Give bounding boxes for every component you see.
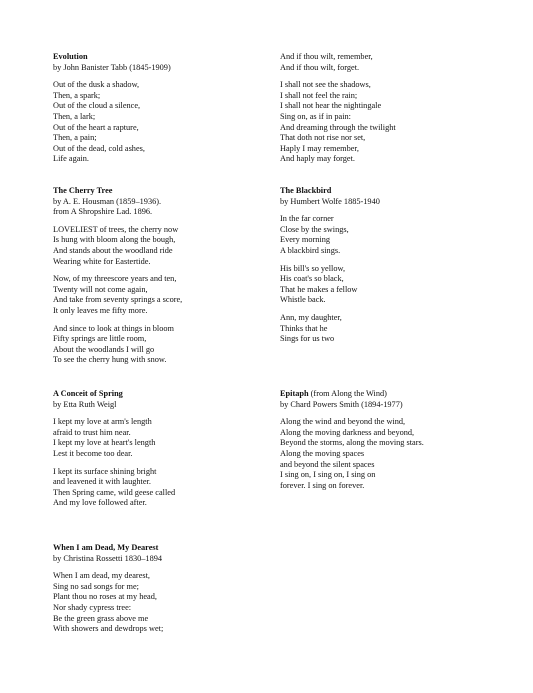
verse-line: And take from seventy springs a score,: [53, 295, 183, 305]
poem-title-text: Epitaph: [280, 389, 309, 398]
stanza-gap: [280, 73, 520, 80]
verse-line: LOVELIEST of trees, the cherry now: [53, 224, 179, 234]
poem-blackbird: [280, 186, 520, 345]
stanza-gap: [53, 564, 293, 571]
verse-line: And if thou wilt, remember,: [280, 52, 373, 61]
stanza: [53, 225, 293, 267]
stanza: [280, 80, 520, 165]
verse-line: Out of the dead, cold ashes,: [53, 143, 145, 153]
verse-line: To see the cherry hung with snow.: [53, 355, 167, 365]
poem-cherry-tree: [53, 186, 293, 366]
verse-line: And dreaming through the twilight: [280, 122, 396, 132]
poem-title-suffix: (from Along the Wind): [308, 389, 387, 398]
poem-title-text: When I am Dead, My Dearest: [53, 543, 159, 552]
verse-line: and beyond the silent spaces: [280, 459, 375, 469]
poem-when-i-am-dead: [53, 543, 293, 635]
verse-line: That he makes a fellow: [280, 284, 358, 294]
verse-line: Then, a pain;: [53, 133, 97, 143]
stanza-gap: [53, 267, 293, 274]
poem-evolution: [53, 52, 293, 165]
verse-line: Haply I may remember,: [280, 143, 359, 153]
stanza: [53, 467, 293, 509]
verse-line: Out of the cloud a silence,: [53, 101, 141, 111]
poem-title-text: The Cherry Tree: [53, 186, 113, 195]
poem-title-text: A Conceit of Spring: [53, 389, 123, 398]
verse-line: Then, a spark;: [53, 90, 101, 100]
verse-line: His coat's so black,: [280, 274, 344, 284]
poem-title: [53, 52, 293, 63]
poem-epitaph: [280, 389, 520, 491]
verse-line: About the woodlands I will go: [53, 344, 155, 354]
verse-line: Sings for us two: [280, 334, 335, 344]
verse-line: Now, of my threescore years and ten,: [53, 274, 177, 284]
verse-line: With showers and dewdrops wet;: [53, 624, 164, 634]
stanza: [53, 274, 293, 316]
verse-line: Nor shady cypress tree:: [53, 602, 132, 612]
stanza-gap: [53, 218, 293, 225]
stanza-gap: [280, 257, 520, 264]
poem-source: from A Shropshire Lad. 1896.: [53, 207, 153, 217]
verse-line: Be the green grass above me: [53, 613, 149, 623]
verse-line: Wearing white for Eastertide.: [53, 256, 151, 266]
stanza-gap: [53, 460, 293, 467]
stanza: [53, 324, 293, 366]
verse-line: And my love followed after.: [53, 498, 147, 508]
verse-line: Life again.: [53, 154, 89, 164]
poem-title: [280, 389, 520, 400]
verse-line: His bill's so yellow,: [280, 263, 346, 273]
verse-line: Along the wind and beyond the wind,: [280, 417, 406, 427]
stanza: [280, 417, 520, 491]
stanza: [53, 80, 293, 165]
verse-line: I shall not feel the rain;: [280, 90, 358, 100]
verse-line: I kept my love at arm's length: [53, 417, 152, 427]
verse-line: And since to look at things in bloom: [53, 323, 174, 333]
verse-line: Close by the swings,: [280, 224, 349, 234]
verse-line: Then, a lark;: [53, 111, 96, 121]
verse-line: When I am dead, my dearest,: [53, 571, 150, 581]
poem-author: by John Banister Tabb (1845-1909): [53, 62, 171, 72]
verse-line: I kept its surface shining bright: [53, 466, 157, 476]
stanza: [280, 264, 520, 306]
stanza-gap: [53, 317, 293, 324]
verse-line: afraid to trust him near.: [53, 427, 131, 437]
poem-title-text: The Blackbird: [280, 186, 332, 195]
verse-line: I shall not hear the nightingale: [280, 101, 382, 111]
verse-line: I shall not see the shadows,: [280, 80, 371, 90]
stanza: [280, 214, 520, 256]
verse-line: Out of the heart a rapture,: [53, 122, 139, 132]
verse-line: Along the moving spaces: [280, 448, 365, 458]
verse-line: Beyond the storms, along the moving stars.: [280, 438, 424, 448]
stanza: [280, 313, 520, 345]
verse-line: I kept my love at heart's length: [53, 438, 156, 448]
poem-title: [53, 543, 293, 554]
verse-line: Sing no sad songs for me;: [53, 581, 139, 591]
stanza-gap: [280, 207, 520, 214]
stanza-gap: [53, 410, 293, 417]
poem-author: by Etta Ruth Weigl: [53, 399, 117, 409]
verse-line: Whistle back.: [280, 295, 326, 305]
poem-conceit-of-spring: [53, 389, 293, 509]
verse-line: Then Spring came, wild geese called: [53, 487, 176, 497]
verse-line: And if thou wilt, forget.: [280, 62, 360, 72]
verse-line: Is hung with bloom along the bough,: [53, 235, 176, 245]
verse-line: It only leaves me fifty more.: [53, 305, 148, 315]
poem-author: by A. E. Housman (1859–1936).: [53, 196, 162, 206]
verse-line: A blackbird sings.: [280, 245, 341, 255]
poem-title-text: Evolution: [53, 52, 88, 61]
verse-line: And haply may forget.: [280, 154, 355, 164]
stanza: [53, 417, 293, 459]
poem-author: by Christina Rossetti 1830–1894: [53, 553, 163, 563]
verse-line: Every morning: [280, 235, 331, 245]
verse-line: Ann, my daughter,: [280, 312, 342, 322]
verse-line: Along the moving darkness and beyond,: [280, 427, 415, 437]
verse-line: Lest it become too dear.: [53, 448, 133, 458]
poem-title: [53, 389, 293, 400]
verse-line: Out of the dusk a shadow,: [53, 80, 140, 90]
stanza-gap: [53, 73, 293, 80]
verse-line: Twenty will not come again,: [53, 284, 148, 294]
verse-line: Fifty springs are little room,: [53, 334, 147, 344]
poem-title: [280, 186, 520, 197]
verse-line: Plant thou no roses at my head,: [53, 592, 157, 602]
poem-author: by Chard Powers Smith (1894-1977): [280, 399, 403, 409]
stanza-gap: [280, 410, 520, 417]
verse-line: forever. I sing on forever.: [280, 480, 365, 490]
verse-line: That doth not rise nor set,: [280, 133, 366, 143]
verse-line: In the far corner: [280, 214, 334, 224]
verse-line: I sing on, I sing on, I sing on: [280, 470, 376, 480]
poem-author: by Humbert Wolfe 1885-1940: [280, 196, 380, 206]
verse-line: and leavened it with laughter.: [53, 477, 151, 487]
stanza: [53, 571, 293, 635]
stanza: [280, 52, 520, 73]
verse-line: Thinks that he: [280, 323, 328, 333]
verse-line: Sing on, as if in pain:: [280, 111, 351, 121]
poem-title: [53, 186, 293, 197]
stanza-gap: [280, 306, 520, 313]
verse-line: And stands about the woodland ride: [53, 245, 173, 255]
poem-rossetti-continued: [280, 52, 520, 165]
